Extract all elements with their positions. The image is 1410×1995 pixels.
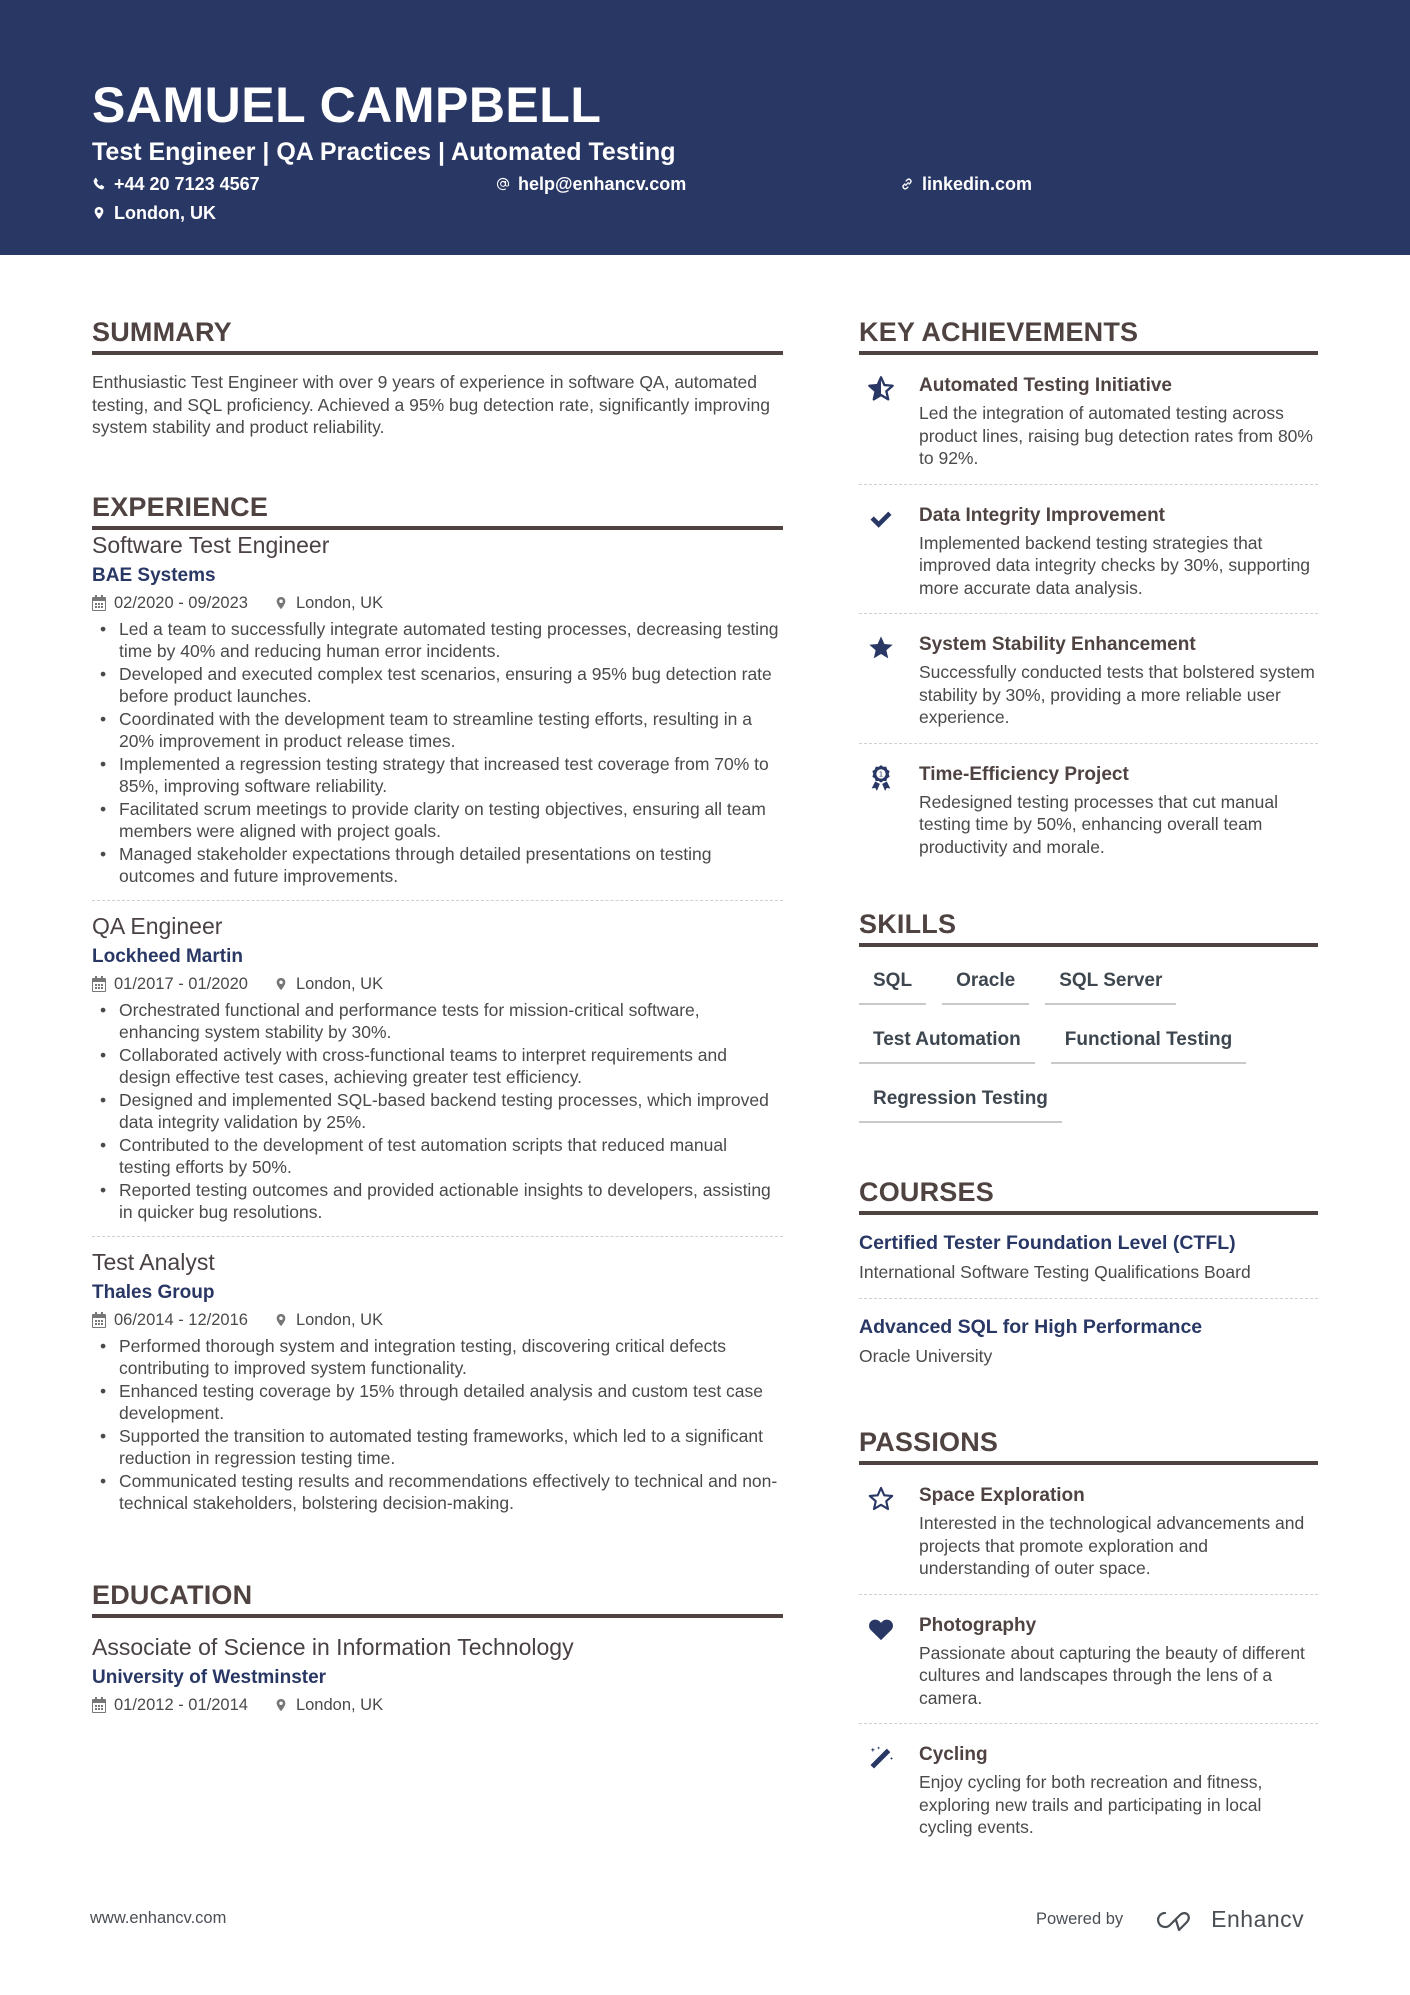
- school-name: University of Westminster: [92, 1666, 327, 1688]
- passion-desc: Interested in the technological advancements and projects that promote exploration and understanding of outer space.: [919, 1513, 1305, 1578]
- achievement-item: [859, 485, 1318, 615]
- achievement-desc: Redesigned testing processes that cut manual testing time by 50%, enhancing overall team productivity and morale.: [919, 791, 1278, 857]
- contact-phone: [92, 173, 260, 195]
- heart-icon: [867, 1615, 895, 1643]
- bullet: • Communicated testing results and recommendations effectively to technical and non-technical stakeholders, bolstering decision-making.: [92, 1470, 783, 1515]
- section-title-skills: SKILLS: [859, 908, 1318, 947]
- skill-tag: SQL: [859, 961, 926, 1005]
- bullet: • Collaborated actively with cross-functional teams to interpret requirements and design effective test cases, achieving greater test efficiency.: [92, 1044, 783, 1089]
- passion-title: Cycling: [919, 1744, 988, 1765]
- experience-entry: [92, 911, 783, 1237]
- skill-tag: SQL Server: [1045, 961, 1176, 1005]
- course-item: [859, 1299, 1318, 1382]
- education-dates: 01/2012 - 01/2014: [114, 1695, 248, 1714]
- passion-item: [859, 1724, 1318, 1853]
- job-bullets: [92, 618, 783, 888]
- bullet: • Developed and executed complex test scenarios, ensuring a 95% bug detection rate before product launches.: [92, 663, 783, 708]
- bullet: • Contributed to the development of test automation scripts that reduced manual testing efforts by 50%.: [92, 1134, 783, 1179]
- education-location: London, UK: [295, 1695, 384, 1714]
- job-title: Software Test Engineer: [92, 531, 330, 558]
- right-column: [859, 316, 1318, 1893]
- section-title-summary: SUMMARY: [92, 316, 783, 355]
- skill-tag: Functional Testing: [1051, 1020, 1246, 1064]
- section-title-education: EDUCATION: [92, 1579, 783, 1618]
- achievement-title: System Stability Enhancement: [919, 634, 1196, 655]
- education-entry: [92, 1632, 783, 1728]
- experience-section: [92, 491, 783, 1527]
- achievement-item: [859, 744, 1318, 873]
- skills-list: [859, 961, 1318, 1138]
- magic-wand-icon: [867, 1744, 895, 1772]
- footer-url[interactable]: www.enhancv.com: [90, 1909, 227, 1927]
- bullet: • Coordinated with the development team to streamline testing efforts, resulting in a 20% improvement in product release times.: [92, 708, 783, 753]
- experience-entry: [92, 1247, 783, 1527]
- achievement-title: Automated Testing Initiative: [919, 375, 1173, 396]
- resume-header: [0, 0, 1410, 255]
- section-title-courses: COURSES: [859, 1176, 1318, 1215]
- star-icon: [867, 634, 895, 662]
- company-name: BAE Systems: [92, 564, 216, 586]
- course-org: International Software Testing Qualifications Board: [859, 1262, 1251, 1282]
- job-location: London, UK: [295, 1310, 384, 1329]
- contact-location: [92, 202, 216, 224]
- section-title-passions: PASSIONS: [859, 1426, 1318, 1465]
- location-pin-icon: [274, 1697, 288, 1713]
- education-section: [92, 1579, 783, 1728]
- passion-desc: Enjoy cycling for both recreation and fitness, exploring new trails and participating in local cycling events.: [919, 1772, 1263, 1837]
- courses-section: [859, 1176, 1318, 1382]
- enhancv-logo-icon: [1151, 1907, 1199, 1933]
- bullet: • Enhanced testing coverage by 15% through detailed analysis and custom test case development.: [92, 1380, 783, 1425]
- achievement-item: [859, 614, 1318, 744]
- location-pin-icon: [92, 205, 106, 221]
- summary-text: Enthusiastic Test Engineer with over 9 years of experience in software QA, automated testing, and SQL proficiency. Achieved a 95% bug detection rate, significantly improving system stability and product reliability.: [92, 372, 771, 437]
- job-location: London, UK: [295, 974, 384, 993]
- passions-section: [859, 1426, 1318, 1853]
- course-org: Oracle University: [859, 1346, 993, 1366]
- bullet: • Led a team to successfully integrate automated testing processes, decreasing testing time by 40% and reducing human error incidents.: [92, 618, 783, 663]
- skill-tag: Regression Testing: [859, 1079, 1062, 1123]
- degree-title: Associate of Science in Information Technology: [92, 1633, 574, 1660]
- course-item: [859, 1215, 1318, 1299]
- bullet: • Facilitated scrum meetings to provide clarity on testing objectives, ensuring all team members were aligned with project goals.: [92, 798, 783, 843]
- phone-text: +44 20 7123 4567: [114, 174, 260, 194]
- job-bullets: [92, 1335, 783, 1515]
- course-title: Advanced SQL for High Performance: [859, 1316, 1203, 1338]
- job-bullets: [92, 999, 783, 1224]
- checkmark-icon: [867, 505, 895, 533]
- calendar-icon: [92, 976, 106, 992]
- achievement-desc: Implemented backend testing strategies that improved data integrity checks by 30%, supporting more accurate data analysis.: [919, 532, 1311, 598]
- at-sign-icon: [496, 176, 510, 192]
- job-dates: 01/2017 - 01/2020: [114, 974, 248, 993]
- job-dates: 02/2020 - 09/2023: [114, 593, 248, 612]
- achievement-desc: Successfully conducted tests that bolstered system stability by 30%, providing a more reliable user experience.: [919, 662, 1315, 727]
- award-ribbon-icon: [867, 764, 895, 792]
- bullet: • Performed thorough system and integration testing, discovering critical defects contributing to improved system functionality.: [92, 1335, 783, 1380]
- email-text: help@enhancv.com: [518, 174, 687, 194]
- job-meta: [92, 973, 783, 995]
- job-title: QA Engineer: [92, 912, 223, 939]
- svg-text:1: 1: [878, 769, 884, 778]
- brand-logo[interactable]: [1151, 1906, 1304, 1933]
- passion-item: [859, 1595, 1318, 1725]
- star-half-icon: [867, 375, 895, 403]
- location-text: London, UK: [114, 203, 216, 223]
- job-location: London, UK: [295, 593, 384, 612]
- bullet: • Orchestrated functional and performance tests for mission-critical software, enhancing system stability by 30%.: [92, 999, 783, 1044]
- bullet: • Supported the transition to automated testing frameworks, which led to a significant reduction in regression testing time.: [92, 1425, 783, 1470]
- candidate-tagline: Test Engineer | QA Practices | Automated Testing: [92, 138, 676, 166]
- achievement-title: Data Integrity Improvement: [919, 504, 1165, 526]
- contact-linkedin[interactable]: [900, 173, 1032, 195]
- powered-by: [1036, 1906, 1304, 1933]
- candidate-name: SAMUEL CAMPBELL: [92, 77, 602, 133]
- passion-title: Photography: [919, 1614, 1037, 1636]
- achievement-desc: Led the integration of automated testing across product lines, raising bug detection rates from 80% to 92%.: [919, 403, 1313, 468]
- contact-email[interactable]: [496, 173, 686, 195]
- skill-tag: Oracle: [942, 961, 1029, 1005]
- education-meta: [92, 1694, 783, 1716]
- section-title-achievements: KEY ACHIEVEMENTS: [859, 316, 1318, 355]
- phone-icon: [92, 176, 106, 192]
- passion-desc: Passionate about capturing the beauty of different cultures and landscapes through the lens of a camera.: [919, 1642, 1305, 1708]
- bullet: • Implemented a regression testing strategy that increased test coverage from 70% to 85%, improving software reliability.: [92, 753, 783, 798]
- job-dates: 06/2014 - 12/2016: [114, 1310, 248, 1329]
- calendar-icon: [92, 595, 106, 611]
- skills-section: [859, 908, 1318, 1138]
- job-meta: [92, 592, 783, 614]
- achievement-title: Time-Efficiency Project: [919, 763, 1129, 785]
- course-title: Certified Tester Foundation Level (CTFL): [859, 1232, 1236, 1254]
- bullet: • Managed stakeholder expectations through detailed presentations on testing outcomes and future improvements.: [92, 843, 783, 888]
- powered-by-label: Powered by: [1036, 1910, 1124, 1928]
- company-name: Thales Group: [92, 1281, 215, 1303]
- calendar-icon: [92, 1697, 106, 1713]
- location-pin-icon: [274, 976, 288, 992]
- brand-name: Enhancv: [1211, 1906, 1305, 1932]
- passion-item: [859, 1465, 1318, 1595]
- experience-entry: [92, 530, 783, 901]
- achievements-section: [859, 316, 1318, 872]
- section-title-experience: EXPERIENCE: [92, 491, 783, 530]
- summary-section: [92, 316, 783, 439]
- job-title: Test Analyst: [92, 1248, 215, 1275]
- link-icon: [900, 176, 914, 192]
- calendar-icon: [92, 1312, 106, 1328]
- bullet: • Reported testing outcomes and provided actionable insights to developers, assisting in quicker bug resolutions.: [92, 1179, 783, 1224]
- star-outline-icon: [867, 1485, 895, 1513]
- job-meta: [92, 1309, 783, 1331]
- location-pin-icon: [274, 1312, 288, 1328]
- linkedin-text: linkedin.com: [922, 174, 1033, 194]
- location-pin-icon: [274, 595, 288, 611]
- achievement-item: [859, 355, 1318, 485]
- passion-title: Space Exploration: [919, 1485, 1085, 1506]
- skill-tag: Test Automation: [859, 1020, 1035, 1064]
- left-column: [92, 316, 783, 1768]
- company-name: Lockheed Martin: [92, 945, 243, 967]
- bullet: • Designed and implemented SQL-based backend testing processes, which improved data integrity validation by 25%.: [92, 1089, 783, 1134]
